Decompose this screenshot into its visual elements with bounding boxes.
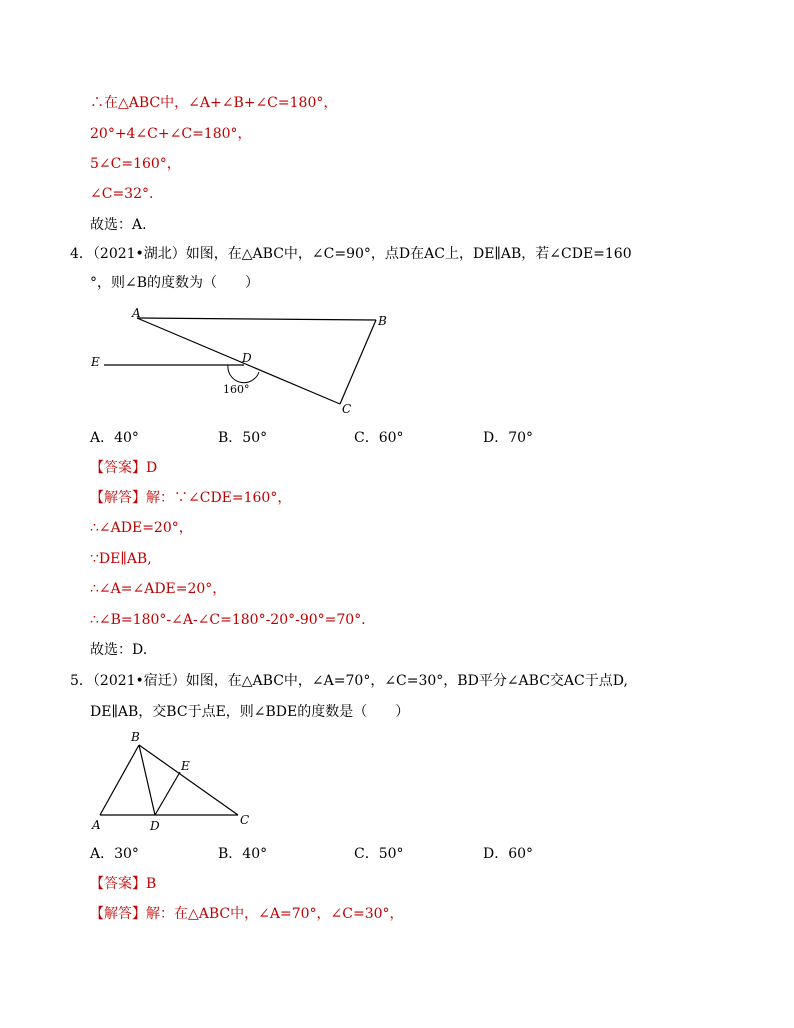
point-a-label: A — [132, 306, 141, 320]
q4-option-d: D．70° — [483, 430, 534, 446]
point-b-label: B — [378, 314, 387, 328]
q4-option-b: B．50° — [218, 430, 268, 446]
segment-ab — [100, 745, 139, 815]
q5-stem-line1: 5．（2021•宿迁）如图，在△ABC中，∠A=70°，∠C=30°，BD平分∠ABC交AC于点D, — [70, 673, 628, 689]
point-b-label: B — [131, 730, 140, 744]
q4-stem-line2: °，则∠B的度数为（ ） — [90, 275, 260, 291]
solution-line: 20°+4∠C+∠C=180°， — [90, 126, 252, 142]
answer-tag: 【答案】 — [90, 876, 146, 892]
point-c-label: C — [342, 402, 352, 416]
q5-stem-line2: DE∥AB，交BC于点E，则∠BDE的度数是（ ） — [90, 704, 410, 720]
solution-text: 解：在△ABC中，∠A=70°，∠C=30°， — [146, 906, 404, 922]
solution-line: ∴∠A=∠ADE=20°， — [90, 581, 227, 597]
answer-value: B — [146, 876, 157, 892]
q4-option-c: C．60° — [354, 430, 404, 446]
q5-option-b: B．40° — [218, 846, 268, 862]
q5-option-c: C．50° — [354, 846, 404, 862]
solution-tag: 【解答】 — [90, 906, 146, 922]
q4-option-a: A．40° — [90, 430, 139, 446]
point-d-label: D — [242, 351, 252, 365]
solution-text: 解：∵∠CDE=160°， — [146, 490, 292, 506]
answer-value: D — [146, 460, 158, 476]
solution-line: ∠C=32°． — [90, 186, 163, 202]
solution-line: 5∠C=160°， — [90, 156, 181, 172]
point-a-label: A — [92, 818, 101, 832]
solution-line: ∴在△ABC中，∠A+∠B+∠C=180°， — [90, 95, 338, 111]
solution-line: ∵DE∥AB, — [90, 551, 152, 567]
segment-de — [155, 772, 180, 815]
choice-line: 故选：A. — [90, 217, 147, 233]
solution-line: ∴∠B=180°-∠A-∠C=180°-20°-90°=70°． — [90, 612, 376, 628]
point-e-label: E — [181, 759, 190, 773]
q5-answer — [90, 875, 156, 893]
segment-bd — [139, 745, 155, 815]
point-e-label: E — [91, 355, 100, 369]
solution-line: ∴∠ADE=20°， — [90, 520, 193, 536]
angle-label: 160° — [223, 383, 250, 396]
answer-tag: 【答案】 — [90, 460, 146, 476]
q4-stem-line1: 4．（2021•湖北）如图，在△ABC中，∠C=90°，点D在AC上，DE∥AB，若∠CDE=160 — [70, 246, 632, 262]
solution-tag: 【解答】 — [90, 490, 146, 506]
q5-solution-first — [90, 905, 404, 923]
choice-line: 故选：D. — [90, 642, 148, 658]
q5-option-a: A．30° — [90, 846, 139, 862]
point-d-label: D — [150, 819, 160, 833]
segment-bc — [139, 745, 238, 815]
point-c-label: C — [240, 813, 250, 827]
q5-option-d: D．60° — [483, 846, 534, 862]
